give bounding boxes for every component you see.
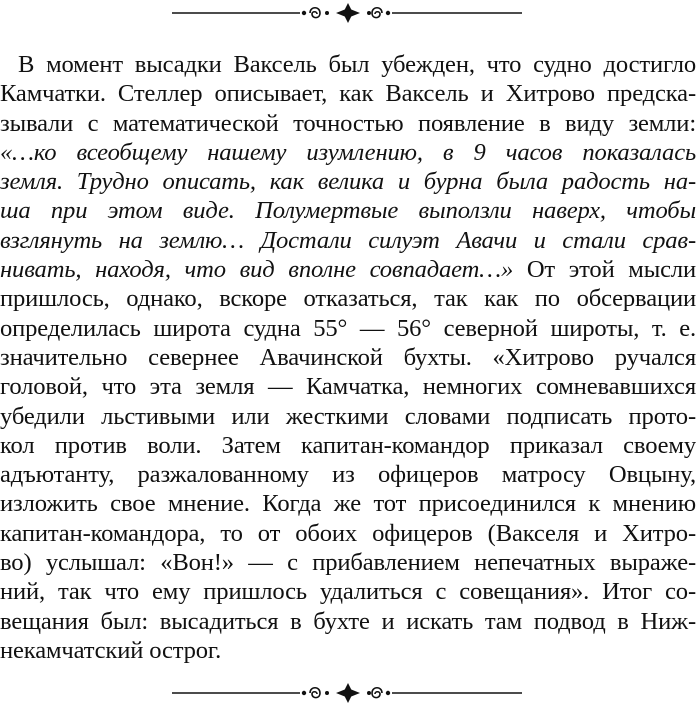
text-segment: некамчатский острог. <box>0 636 222 664</box>
text-line <box>0 343 696 372</box>
quoted-italic-text: земля. Трудно описать, как велика и бурна была радость на- <box>0 168 696 196</box>
fleuron-divider-icon <box>0 0 696 26</box>
text-line <box>0 372 696 401</box>
fleuron-divider-icon <box>0 680 696 706</box>
text-segment: головой, что эта земля — Камчатка, немногих сомневавшихся <box>0 373 696 401</box>
text-line <box>0 402 696 431</box>
bottom-ornament-divider <box>0 680 696 706</box>
text-line <box>0 226 696 255</box>
text-segment: зывали с математической точностью появление в виду земли: <box>0 109 696 137</box>
text-segment: Камчатки. Стеллер описывает, как Ваксель и Хитрово предска- <box>0 80 696 108</box>
text-line <box>0 431 696 460</box>
text-segment: вещания был: высадиться в бухте и искать там подвод в Ниж- <box>0 607 696 635</box>
text-segment: пришлось, однако, вскоре отказаться, так как по обсервации <box>0 285 696 313</box>
text-line <box>0 255 696 284</box>
text-line <box>0 196 696 225</box>
quoted-italic-text: взглянуть на землю… Достали силуэт Авачи и стали срав- <box>0 226 696 254</box>
text-line <box>0 50 696 79</box>
text-line <box>0 109 696 138</box>
text-line <box>0 138 696 167</box>
text-line <box>0 577 696 606</box>
text-segment: значительно севернее Авачинской бухты. «Хитрово ручался <box>0 343 696 371</box>
text-line <box>0 489 696 518</box>
text-line <box>0 79 696 108</box>
text-segment: убедили льстивыми или жесткими словами подписать прото- <box>0 402 696 430</box>
text-segment: во) услышал: «Вон!» — с прибавлением непечатных выраже- <box>0 549 696 577</box>
top-ornament-divider <box>0 0 696 26</box>
text-line <box>0 548 696 577</box>
text-line <box>0 167 696 196</box>
text-line <box>0 314 696 343</box>
quoted-italic-text: «…ко всеобщему нашему изумлению, в 9 часов показалась <box>0 138 696 166</box>
text-line <box>0 519 696 548</box>
text-line <box>0 460 696 489</box>
quoted-italic-text: ша при этом виде. Полумертвые выползли наверх, чтобы <box>0 197 696 225</box>
text-segment: адъютанту, разжалованному из офицеров матросу Овцыну, <box>0 461 696 489</box>
text-segment: определилась широта судна 55° — 56° северной широты, т. е. <box>0 314 696 342</box>
text-segment: изложить свое мнение. Когда же тот присоединился к мнению <box>0 490 696 518</box>
text-segment: кол против воли. Затем капитан-командор приказал своему <box>0 431 696 459</box>
text-segment: В момент высадки Ваксель был убежден, что судно достигло <box>18 51 696 78</box>
text-line <box>0 636 696 665</box>
text-segment: капитан-командора, то от обоих офицеров (Вакселя и Хитро- <box>0 519 696 547</box>
quoted-italic-text: нивать, находя, что вид вполне совпадает…» <box>0 256 514 284</box>
body-paragraph <box>0 50 696 665</box>
text-segment: ний, так что ему пришлось удалиться с совещания». Итог со- <box>0 578 696 606</box>
text-line <box>0 607 696 636</box>
text-line <box>0 284 696 313</box>
text-segment: От этой мысли <box>513 256 696 284</box>
